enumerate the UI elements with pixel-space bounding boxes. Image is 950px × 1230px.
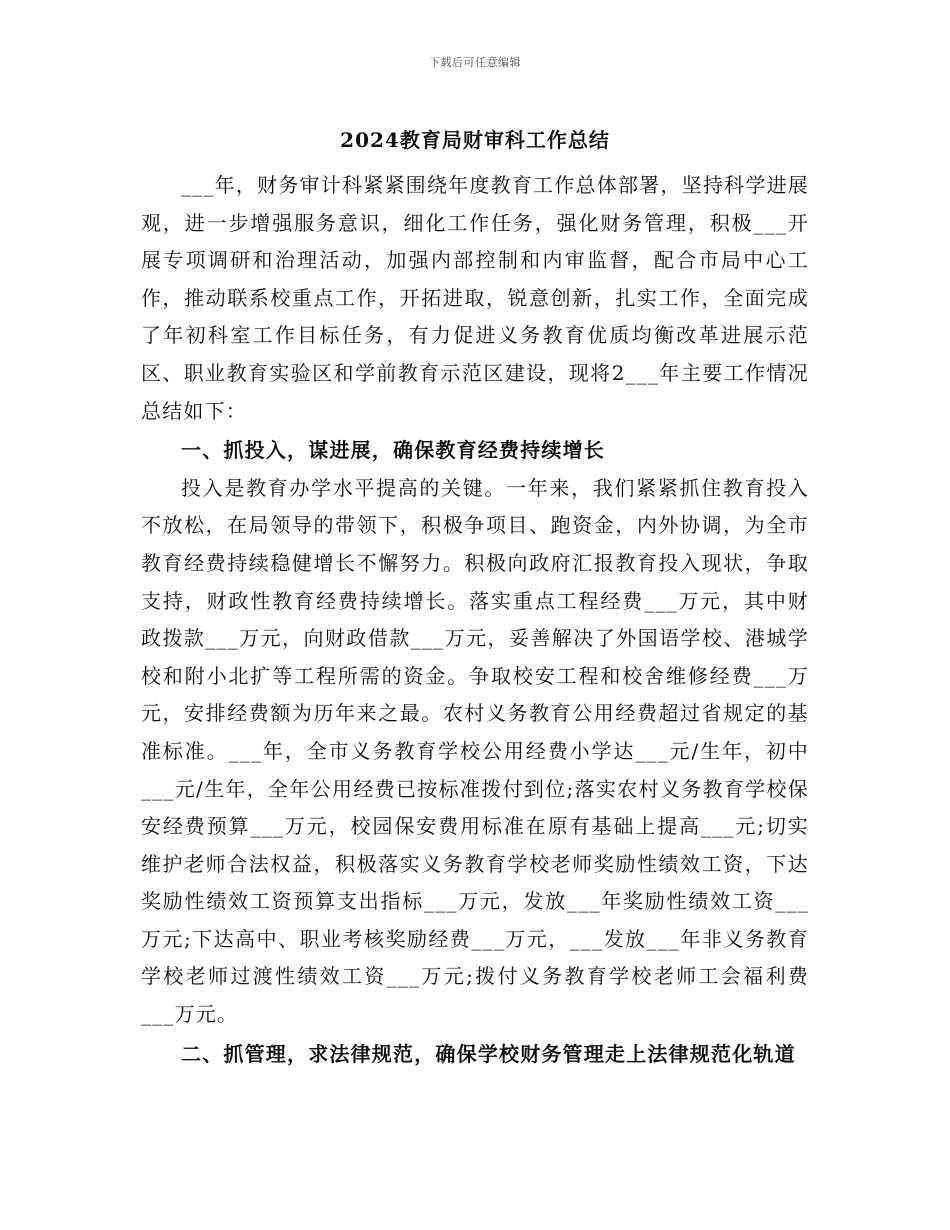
document-body xyxy=(141,167,809,1073)
document-title: 2024教育局财审科工作总结 xyxy=(340,128,610,152)
section-1-heading: 一、抓投入，谋进展，确保教育经费持续增长 xyxy=(181,438,605,463)
intro-paragraph: ___年，财务审计科紧紧围绕年度教育工作总体部署，坚持科学进展观，进一步增强服务意识，细化工作任务，强化财务管理，积极___开展专项调研和治理活动，加强内部控制和内审监督，配合市局中心工作，推动联系校重点工作，开拓进取，锐意创新，扎实工作，全面完成了年初科室工作目标任务，有力促进义务教育优质均衡改革进展示范区、职业教育实验区和学前教育示范区建设，现将2___年主要工作情况总结如下： xyxy=(141,173,809,423)
section-1-paragraph: 投入是教育办学水平提高的关键。一年来，我们紧紧抓住教育投入不放松，在局领导的带领下，积极争项目、跑资金，内外协调，为全市教育经费持续稳健增长不懈努力。积极向政府汇报教育投入现状，争取支持，财政性教育经费持续增长。落实重点工程经费___万元，其中财政拨款___万元，向财政借款___万元，妥善解决了外国语学校、港城学校和附小北扩等工程所需的资金。争取校安工程和校舍维修经费___万元，安排经费额为历年来之最。农村义务教育公用经费超过省规定的基准标准。___年，全市义务教育学校公用经费小学达___元/生年，初中___元/生年，全年公用经费已按标准拨付到位;落实农村义务教育学校保安经费预算___万元，校园保安费用标准在原有基础上提高___元;切实维护老师合法权益，积极落实义务教育学校老师奖励性绩效工资，下达奖励性绩效工资预算支出指标___万元，发放___年奖励性绩效工资___万元;下达高中、职业考核奖励经费___万元，___发放___年非义务教育学校老师过渡性绩效工资___万元;拨付义务教育学校老师工会福利费___万元。 xyxy=(141,475,809,1027)
header-note: 下载后可任意编辑 xyxy=(429,56,521,69)
section-2-heading: 二、抓管理，求法律规范，确保学校财务管理走上法律规范化轨道 xyxy=(181,1041,796,1066)
